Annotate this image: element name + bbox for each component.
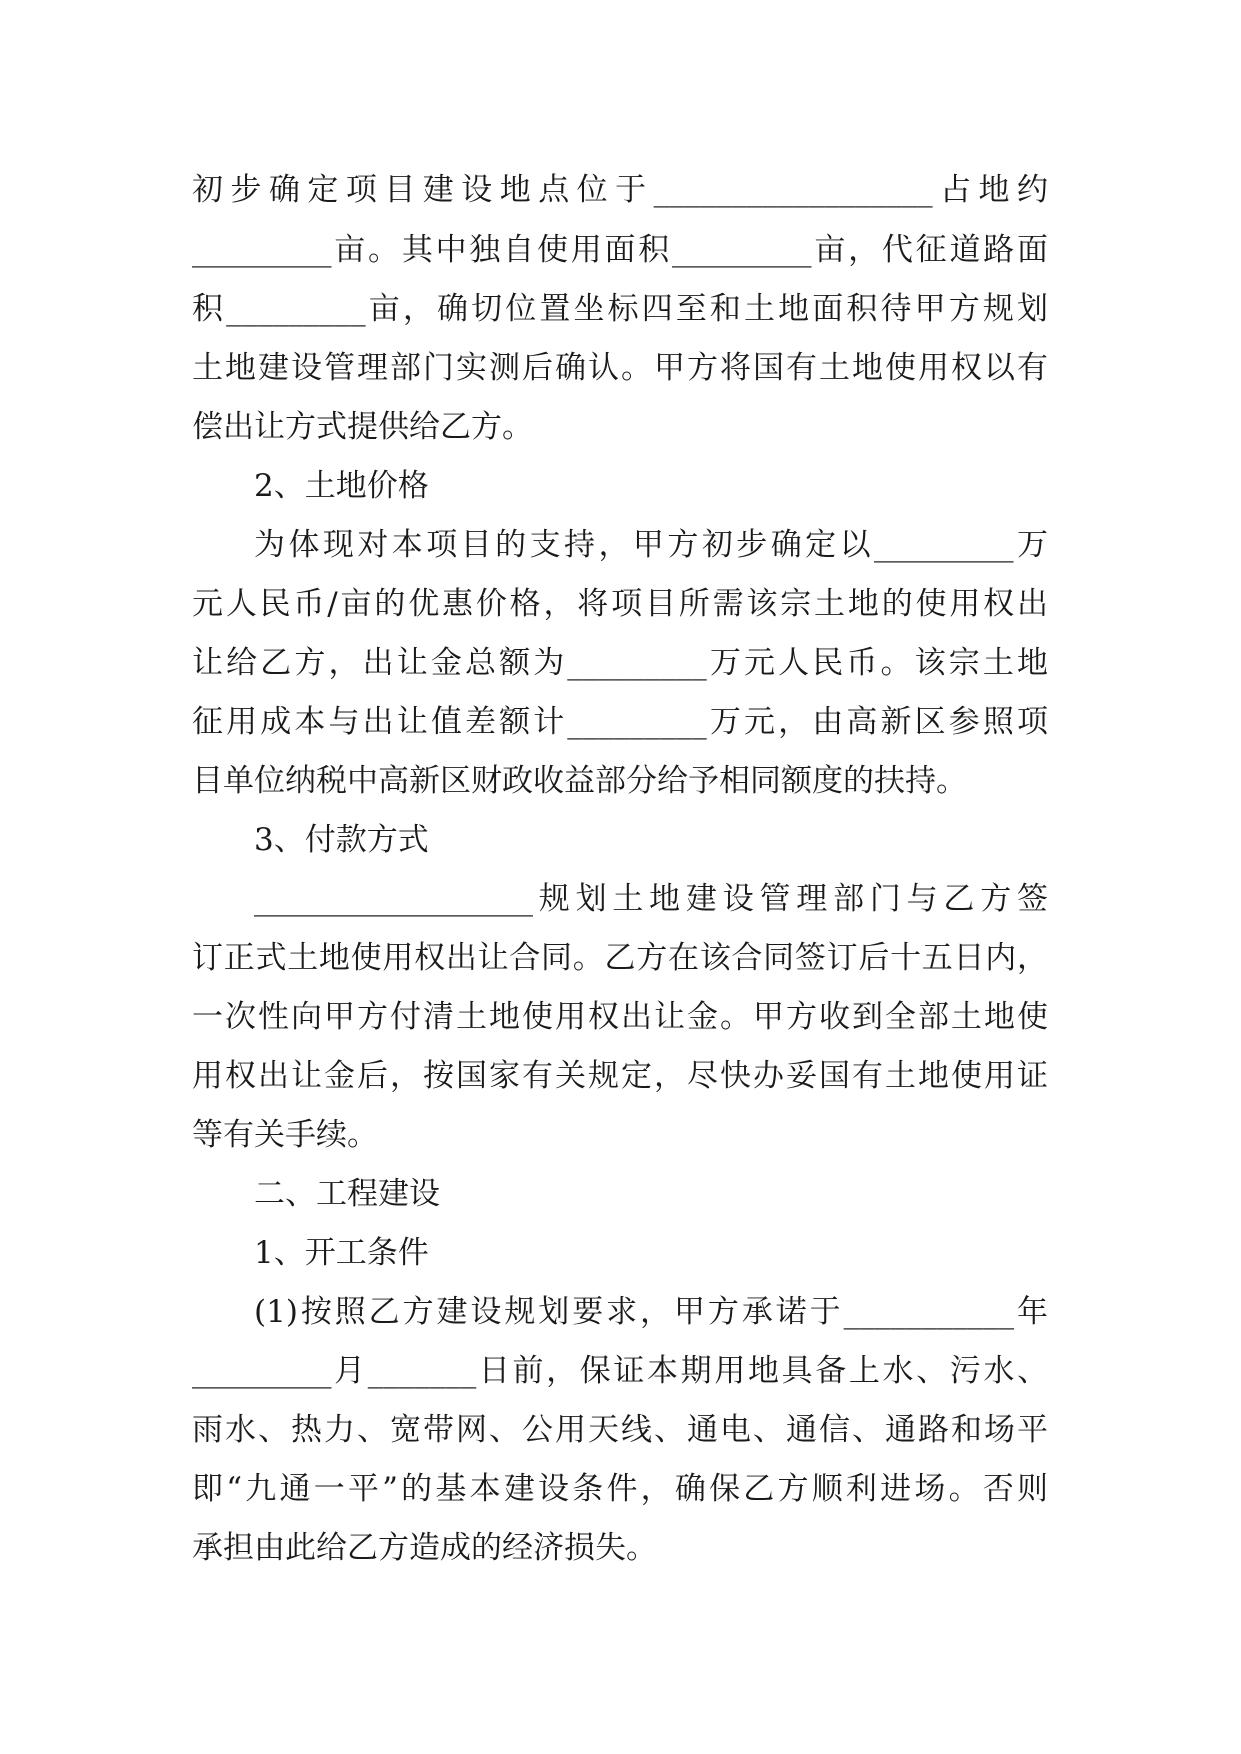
section-heading: 3、付款方式 bbox=[254, 822, 429, 858]
paragraph-line: 积_________亩，确切位置坐标四至和土地面积待甲方规划 bbox=[192, 291, 1048, 327]
paragraph-line: 元人民币/亩的优惠价格，将项目所需该宗土地的使用权出 bbox=[192, 586, 1048, 622]
section-heading: 二、工程建设 bbox=[254, 1176, 440, 1212]
paragraph-line: 初步确定项目建设地点位于__________________占地约 bbox=[192, 172, 1048, 208]
paragraph-line: _________月_______日前，保证本期用地具备上水、污水、 bbox=[192, 1353, 1048, 1389]
paragraph-line: 偿出让方式提供给乙方。 bbox=[192, 409, 533, 445]
paragraph-line: _________亩。其中独自使用面积_________亩，代征道路面 bbox=[192, 232, 1048, 268]
paragraph-line: 等有关手续。 bbox=[192, 1117, 378, 1153]
paragraph-line: 承担由此给乙方造成的经济损失。 bbox=[192, 1530, 657, 1566]
paragraph-line: __________________规划土地建设管理部门与乙方签 bbox=[254, 881, 1048, 917]
paragraph-line: (1)按照乙方建设规划要求，甲方承诺于___________年 bbox=[254, 1294, 1048, 1330]
paragraph-line: 为体现对本项目的支持，甲方初步确定以_________万 bbox=[254, 527, 1048, 563]
paragraph-line: 目单位纳税中高新区财政收益部分给予相同额度的扶持。 bbox=[192, 763, 967, 799]
section-heading: 1、开工条件 bbox=[254, 1235, 429, 1271]
section-heading: 2、土地价格 bbox=[254, 468, 429, 504]
paragraph-line: 土地建设管理部门实测后确认。甲方将国有土地使用权以有 bbox=[192, 350, 1048, 386]
paragraph-line: 征用成本与出让值差额计_________万元，由高新区参照项 bbox=[192, 704, 1048, 740]
paragraph-line: 让给乙方，出让金总额为_________万元人民币。该宗土地 bbox=[192, 645, 1048, 681]
paragraph-line: 用权出让金后，按国家有关规定，尽快办妥国有土地使用证 bbox=[192, 1058, 1048, 1094]
paragraph-line: 一次性向甲方付清土地使用权出让金。甲方收到全部土地使 bbox=[192, 999, 1048, 1035]
paragraph-line: 雨水、热力、宽带网、公用天线、通电、通信、通路和场平 bbox=[192, 1412, 1048, 1448]
paragraph-line: 订正式土地使用权出让合同。乙方在该合同签订后十五日内， bbox=[192, 940, 1048, 976]
paragraph-line: 即“九通一平”的基本建设条件，确保乙方顺利进场。否则 bbox=[192, 1471, 1048, 1507]
